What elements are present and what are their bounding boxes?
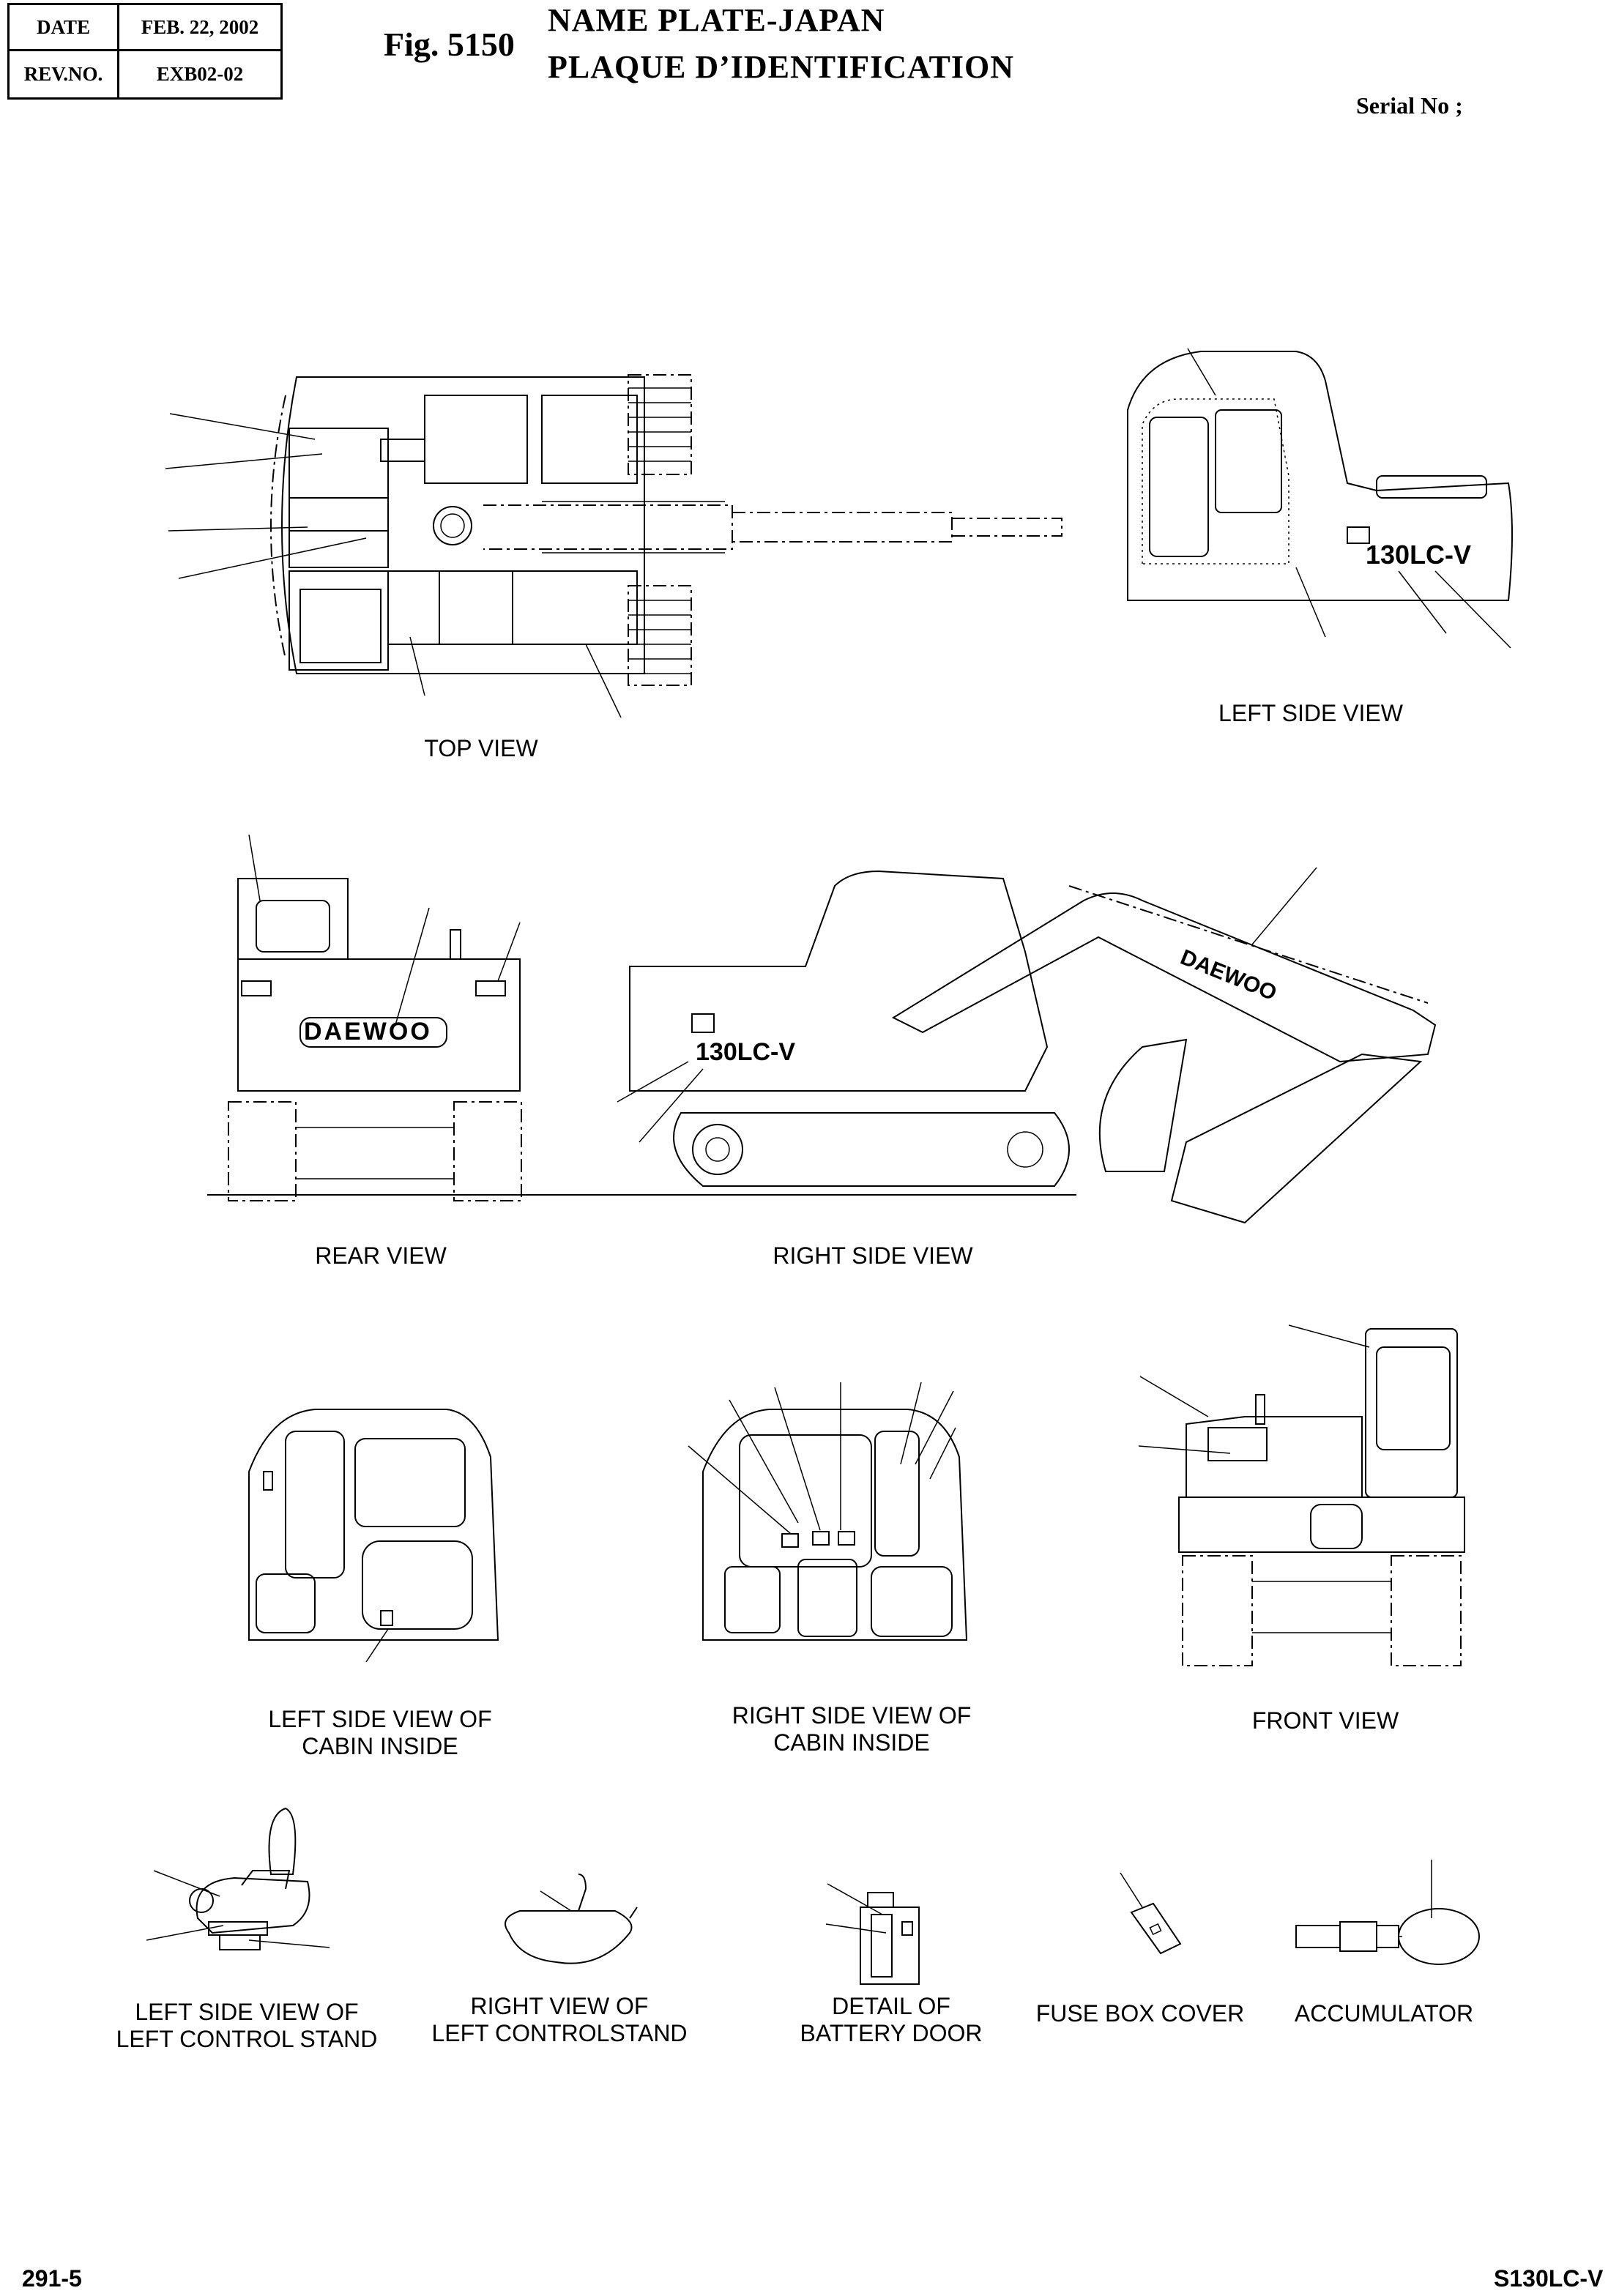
rev-value: EXB02-02: [156, 63, 244, 85]
front-view-drawing: [1139, 1325, 1464, 1666]
serial-label: Serial No ;: [1356, 92, 1463, 119]
right-control-stand-label-line2: LEFT CONTROLSTAND: [431, 2020, 688, 2046]
page-number: 291-5: [22, 2265, 82, 2292]
battery-door-drawing: [826, 1884, 919, 1984]
front-view-label: FRONT VIEW: [1251, 1707, 1399, 1734]
left-side-view-label: LEFT SIDE VIEW: [1218, 700, 1403, 726]
fuse-box-cover-label: FUSE BOX COVER: [1035, 2000, 1245, 2027]
cabin-right-drawing: [688, 1382, 967, 1640]
left-control-stand-label-line1: LEFT SIDE VIEW OF: [135, 1999, 359, 2025]
cabin-right-label: [732, 1702, 972, 1756]
right-control-stand-label: [431, 1993, 687, 2047]
left-control-stand-label: [116, 1999, 378, 2053]
right-side-view-label: RIGHT SIDE VIEW: [773, 1242, 973, 1269]
accumulator-drawing: [1296, 1860, 1479, 1964]
date-value: FEB. 22, 2002: [119, 5, 280, 51]
top-view-drawing: [165, 375, 1062, 718]
figure-title-en: NAME PLATE-JAPAN: [548, 2, 885, 38]
right-control-stand-drawing: [505, 1874, 637, 1964]
cabin-left-label: [268, 1706, 491, 1760]
right-side-model-decal: 130LC-V: [696, 1038, 796, 1066]
rear-view-drawing: [228, 835, 521, 1201]
model-number: S130LC-V: [1494, 2265, 1604, 2292]
cabin-left-label-line1: LEFT SIDE VIEW OF: [268, 1706, 492, 1732]
fuse-box-cover-drawing: [1120, 1873, 1180, 1953]
boom-brand-decal: DAEWOO: [1177, 944, 1280, 1006]
cabin-right-label-line1: RIGHT SIDE VIEW OF: [732, 1702, 972, 1729]
cabin-left-label-line2: CABIN INSIDE: [302, 1733, 458, 1759]
left-control-stand-drawing: [146, 1808, 330, 1950]
top-view-label: TOP VIEW: [424, 735, 538, 761]
accumulator-label: ACCUMULATOR: [1294, 2000, 1474, 2027]
left-side-model-decal: 130LC-V: [1366, 540, 1472, 570]
rear-view-label: REAR VIEW: [315, 1242, 447, 1269]
battery-door-label-line1: DETAIL OF: [832, 1993, 950, 2019]
date-label: DATE: [10, 5, 119, 51]
figure-number: Fig. 5150: [384, 26, 515, 63]
left-side-view-drawing: [1128, 348, 1512, 648]
rev-label: REV.NO.: [10, 51, 119, 97]
figure-title-fr: PLAQUE D’IDENTIFICATION: [548, 49, 1015, 85]
right-control-stand-label-line1: RIGHT VIEW OF: [470, 1993, 649, 2019]
battery-door-label: [800, 1993, 983, 2047]
cabin-left-drawing: [249, 1409, 498, 1662]
rear-brand-decal: DAEWOO: [304, 1018, 432, 1046]
left-control-stand-label-line2: LEFT CONTROL STAND: [116, 2026, 378, 2052]
cabin-right-label-line2: CABIN INSIDE: [773, 1729, 930, 1756]
battery-door-label-line2: BATTERY DOOR: [800, 2020, 983, 2046]
